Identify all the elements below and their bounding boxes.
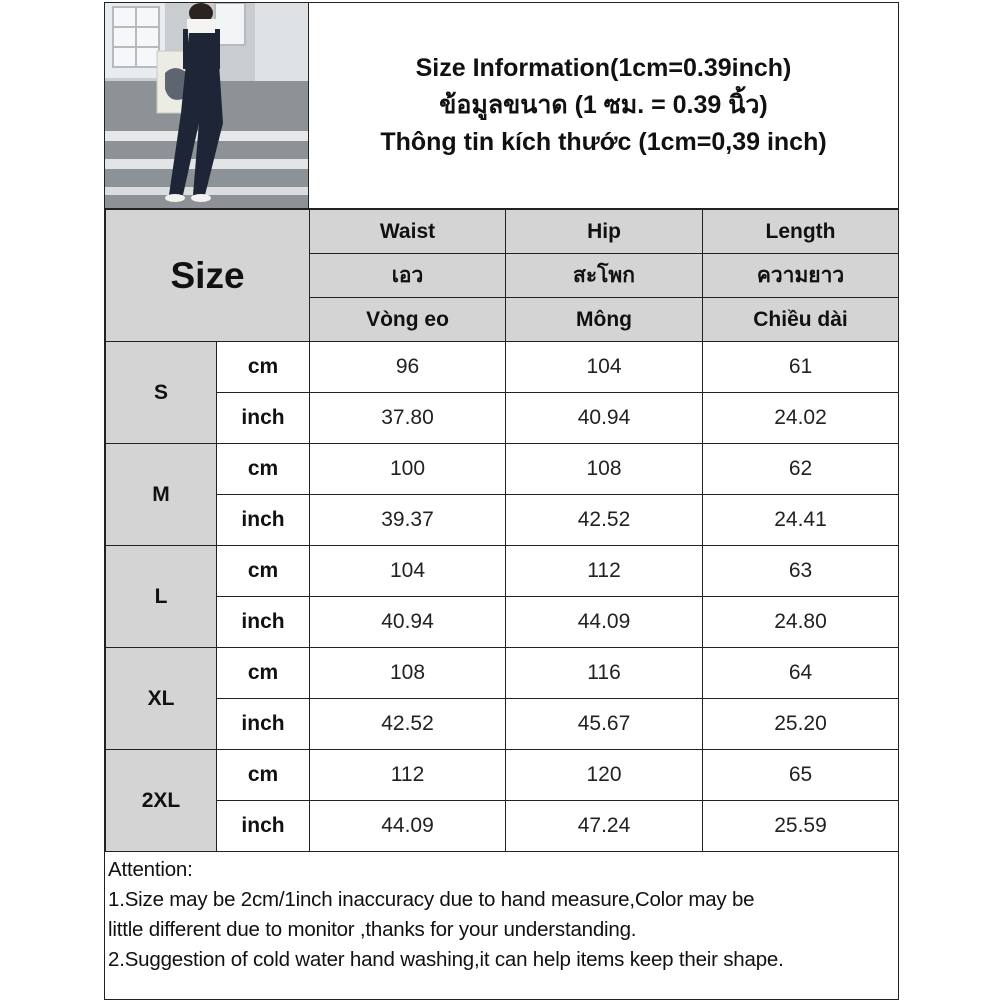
table-row [106,801,899,852]
size-label: L [106,546,217,648]
table-row [106,495,899,546]
unit-cm: cm [217,546,310,597]
table-row [106,648,899,699]
length-header: Length [703,210,899,254]
unit-inch: inch [217,699,310,750]
waist-value: 104 [310,546,506,597]
waist-value: 40.94 [310,597,506,648]
hip-value: 120 [506,750,703,801]
table-row [106,750,899,801]
table-row [106,393,899,444]
waist-value: 42.52 [310,699,506,750]
length-value: 25.59 [703,801,899,852]
attention-line-3: 2.Suggestion of cold water hand washing,it can help items keep their shape. [108,948,784,971]
length-value: 62 [703,444,899,495]
hip-value: 42.52 [506,495,703,546]
size-table [105,209,899,852]
model-wearing-overalls-image [105,3,309,209]
hip-value: 104 [506,342,703,393]
hip-value: 47.24 [506,801,703,852]
hip-header: Hip [506,210,703,254]
hip-value: 108 [506,444,703,495]
unit-cm: cm [217,444,310,495]
table-row [106,546,899,597]
hip-value: 116 [506,648,703,699]
length-value: 24.02 [703,393,899,444]
waist-value: 96 [310,342,506,393]
unit-inch: inch [217,393,310,444]
unit-inch: inch [217,495,310,546]
size-chart [104,2,899,1000]
unit-cm: cm [217,648,310,699]
unit-inch: inch [217,801,310,852]
waist-value: 100 [310,444,506,495]
product-photo [105,3,309,209]
header-row-english [106,210,899,254]
unit-cm: cm [217,750,310,801]
length-value: 61 [703,342,899,393]
attention-line-2: little different due to monitor ,thanks for your understanding. [108,918,637,941]
waist-value: 37.80 [310,393,506,444]
attention-line-1: 1.Size may be 2cm/1inch inaccuracy due to hand measure,Color may be [108,888,755,911]
title-english: Size Information(1cm=0.39inch) [415,54,792,82]
title-vietnamese: Thông tin kích thước (1cm=0,39 inch) [380,128,827,156]
size-information-title [309,3,898,209]
length-header-vietnamese: Chiều dài [703,298,899,342]
size-label: M [106,444,217,546]
waist-header-vietnamese: Vòng eo [310,298,506,342]
unit-cm: cm [217,342,310,393]
size-label: S [106,342,217,444]
waist-header: Waist [310,210,506,254]
length-value: 25.20 [703,699,899,750]
hip-value: 40.94 [506,393,703,444]
size-label: XL [106,648,217,750]
hip-header-thai: สะโพก [506,254,703,298]
attention-heading: Attention: [108,858,193,881]
table-row [106,342,899,393]
table-row [106,597,899,648]
size-column-header: Size [106,210,310,342]
waist-value: 39.37 [310,495,506,546]
waist-value: 44.09 [310,801,506,852]
attention-notes [105,851,898,999]
hip-value: 45.67 [506,699,703,750]
length-value: 24.80 [703,597,899,648]
size-label: 2XL [106,750,217,852]
title-thai: ข้อมูลขนาด (1 ซม. = 0.39 นิ้ว) [439,91,768,119]
length-value: 63 [703,546,899,597]
hip-header-vietnamese: Mông [506,298,703,342]
waist-header-thai: เอว [310,254,506,298]
waist-value: 108 [310,648,506,699]
length-value: 64 [703,648,899,699]
table-row [106,699,899,750]
length-value: 24.41 [703,495,899,546]
table-row [106,444,899,495]
waist-value: 112 [310,750,506,801]
hip-value: 44.09 [506,597,703,648]
length-header-thai: ความยาว [703,254,899,298]
unit-inch: inch [217,597,310,648]
hip-value: 112 [506,546,703,597]
length-value: 65 [703,750,899,801]
